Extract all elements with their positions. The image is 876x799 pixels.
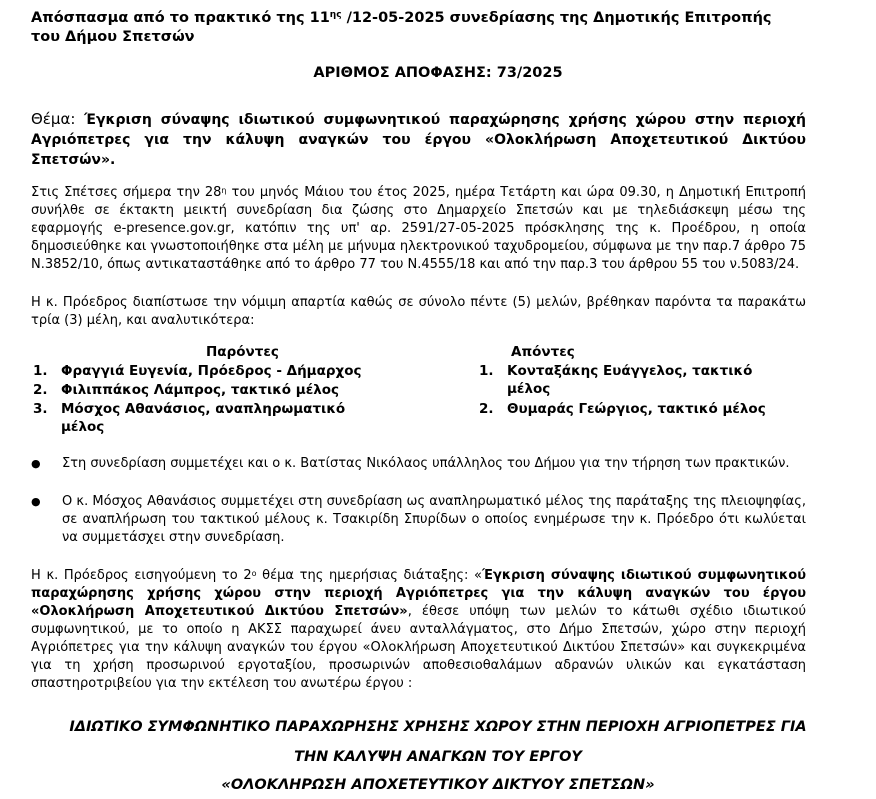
present-member: 1. Φραγγιά Ευγενία, Πρόεδρος - Δήμαρχος [33,363,362,379]
bullet-icon: ● [31,457,41,470]
quorum-paragraph: Η κ. Πρόεδρος διαπίστωσε την νόμιμη απαρτία καθώς σε σύνολο πέντε (5) μελών, βρέθηκαν παρόντα τα παρακάτω τρία (3) μέλη, και αναλυτικότερα: [31,295,806,328]
agreement-title-line-1: ΙΔΙΩΤΙΚΟ ΣΥΜΦΩΝΗΤΙΚΟ ΠΑΡΑΧΩΡΗΣΗΣ ΧΡΗΣΗΣ ΧΩΡΟΥ ΣΤΗΝ ΠΕΡΙΟΧΗ ΑΓΡΙΟΠΕΤΡΕΣ ΓΙΑ [69,719,807,735]
header-line-2: του Δήμου Σπετσών [31,29,195,45]
decision-number: ΑΡΙΘΜΟΣ ΑΠΟΦΑΣΗΣ: 73/2025 [313,65,563,81]
absent-heading: Απόντες [511,344,575,360]
agreement-title-line-2: ΤΗΝ ΚΑΛΥΨΗ ΑΝΑΓΚΩΝ ΤΟΥ ΕΡΓΟΥ [294,749,582,765]
subject-label: Θέμα: [31,110,85,128]
bullet-icon: ● [31,495,41,508]
header-line-1: Απόσπασμα από το πρακτικό της $11^{\eta\varsigma}$ /12-05-2025 συνεδρίασης της Δημοτικής Επιτροπής [31,10,772,26]
subject-text: Έγκριση σύναψης ιδιωτικού συμφωνητικού παραχώρησης χρήσης χώρου στην περιοχή Αγριόπετρες για την κάλυψη αναγκών του έργου «Ολοκλήρωση Αποχετευτικού Δικτύου Σπετσών». [31,112,806,168]
bullet-item: ● Ο κ. Μόσχος Αθανάσιος συμμετέχει στη συνεδρίαση ως αναπληρωματικό μέλος της παράταξης της πλειοψηφίας, σε αναπλήρωση του τακτικού μέλους κ. Τσακιρίδη Σπυρίδων ο οποίος ενημέρωσε την κ. Πρόεδρο ότι κωλύεται να συμμετάσχει στην συνεδρίαση. [31,494,806,545]
proposal-paragraph: Η κ. Πρόεδρος εισηγούμενη το $2^o$ θέμα της ημερήσιας διάταξης: «Έγκριση σύναψης ιδιωτικού συμφωνητικού παραχώρησης χρήσης χώρου στην περιοχή Αγριόπετρες για την κάλυψη αναγκών του έργου «Ολοκλήρωση Αποχετευτικού Δικτύου Σπετσών», έθεσε υπόψη των μελών το κάτωθι σχέδιο ιδιωτικού συμφωνητικού, με το οποίο η ΑΚΣΣ παραχωρεί άνευ ανταλλάγματος, στο Δήμο Σπετσών, χώρο στην περιοχή Αγριόπετρες για την κάλυψη αναγκών του έργου «Ολοκλήρωση Αποχετευτικού Δικτύου Σπετσών» και συγκεκριμένα για τη χρήση προσωρινού εργοταξίου, προσωρινών αποθεσιοθαλάμων αδρανών υλικών και εγκατάσταση σπαστηροτριβείου για την εκτέλεση του ανωτέρω έργου : [31,568,807,691]
agreement-title-line-3: «ΟΛΟΚΛΗΡΩΣΗ ΑΠΟΧΕΤΕΥΤΙΚΟΥ ΔΙΚΤΥΟΥ ΣΠΕΤΣΩΝ» [221,777,655,793]
intro-paragraph: Στις Σπέτσες σήμερα την $28^\eta$ του μηνός Μάιου του έτος 2025, ημέρα Τετάρτη και ώρα 09.30, η Δημοτική Επιτροπή συνήλθε σε έκτακτη μεικτή συνεδρίαση δια ζώσης στο Δημαρχείο Σπετσών και με τηλεδιάσκεψη μέσω της εφαρμογής e-presence.gov.gr, κατόπιν της υπ' αρ. 2591/27-05-2025 πρόσκλησης της κ. Προέδρου, η οποία δημοσιεύθηκε και γνωστοποιήθηκε στα μέλη με μήνυμα ηλεκτρονικού ταχυδρομείου, σύμφωνα με την παρ.7 άρθρο 75 Ν.3852/10, όπως αντικαταστάθηκε από το άρθρο 77 του Ν.4555/18 και από την παρ.3 του άρθρου 55 του ν.5083/24. [31,185,806,272]
bullet-item: ● Στη συνεδρίαση συμμετέχει και ο κ. Βατίστας Νικόλαος υπάλληλος του Δήμου για την τήρηση των πρακτικών. [31,456,790,471]
present-member: 2. Φιλιππάκος Λάμπρος, τακτικό μέλος [33,382,340,398]
absent-member: 2. Θυμαράς Γεώργιος, τακτικό μέλος [479,401,766,417]
document-header [31,9,821,47]
present-member: 3. Μόσχος Αθανάσιος, αναπληρωματικό μέλος [33,401,346,435]
subject-paragraph [31,109,806,170]
present-heading: Παρόντες [206,344,279,360]
absent-member: 1. Κονταξάκης Ευάγγελος, τακτικό μέλος [479,363,753,397]
